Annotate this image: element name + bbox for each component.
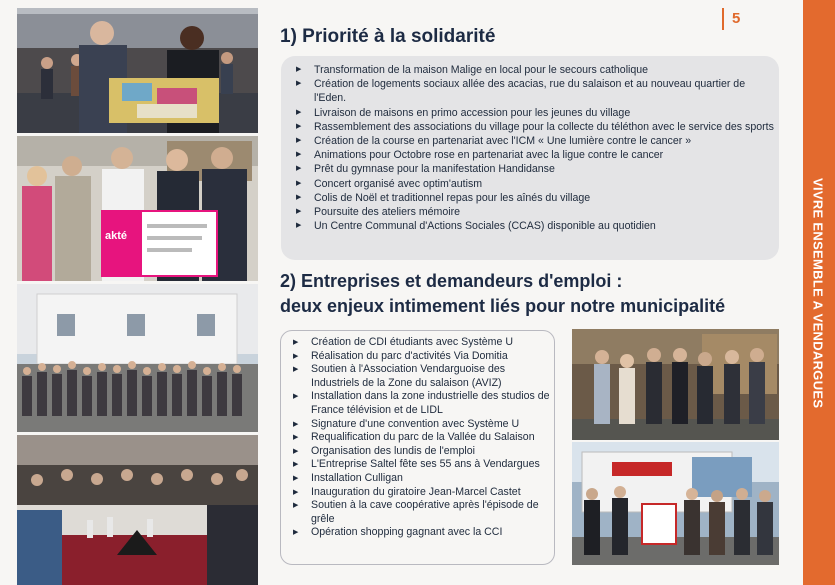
list-item: ▶ Réalisation du parc d'activités Via Domitia bbox=[291, 350, 553, 364]
list-item: ▶ Un Centre Communal d'Actions Sociales (CCAS) disponible au quotidien bbox=[294, 219, 774, 233]
photo-shopping-event bbox=[572, 442, 779, 565]
section1-list bbox=[294, 63, 774, 233]
cheque-brand-label: akté bbox=[105, 230, 128, 242]
list-item: ▶ Inauguration du giratoire Jean-Marcel Castet bbox=[291, 486, 553, 500]
list-item: ▶ Concert organisé avec optim'autism bbox=[294, 177, 774, 191]
list-item: ▶ Poursuite des ateliers mémoire bbox=[294, 205, 774, 219]
page-number: 5 bbox=[722, 8, 760, 30]
list-item: ▶ Installation Culligan bbox=[291, 472, 553, 486]
list-item: ▶ Soutien à la cave coopérative après l'épisode de grêle bbox=[291, 499, 553, 526]
list-item: ▶ Colis de Noël et traditionnel repas pour les aînés du village bbox=[294, 191, 774, 205]
list-item: ▶ Transformation de la maison Malige en local pour le secours catholique bbox=[294, 63, 774, 77]
list-item: ▶ Opération shopping gagnant avec la CCI bbox=[291, 526, 553, 540]
section2-list bbox=[291, 336, 553, 540]
photo-cheque-ceremony bbox=[17, 136, 258, 281]
photo-banquet bbox=[17, 435, 258, 585]
list-item: ▶ Création de la course en partenariat avec l'ICM « Une lumière contre le cancer » bbox=[294, 134, 774, 148]
photo-business-group bbox=[572, 329, 779, 440]
list-item: ▶ Prêt du gymnase pour la manifestation Handidanse bbox=[294, 162, 774, 176]
list-item: ▶ Livraison de maisons en primo accession pour les jeunes du village bbox=[294, 106, 774, 120]
list-item: ▶ Soutien à l'Association Vendarguoise des Industriels de la Zone du salaison (AVIZ) bbox=[291, 363, 553, 390]
section2-title-line1: 2) Entreprises et demandeurs d'emploi : bbox=[280, 271, 623, 291]
list-item: ▶ Signature d'une convention avec Système U bbox=[291, 418, 553, 432]
list-item: ▶ Animations pour Octobre rose en partenariat avec la ligue contre le cancer bbox=[294, 148, 774, 162]
list-item: ▶ Création de logements sociaux allée des acacias, rue du salaison et au nouveau quartier de l'Eden. bbox=[294, 77, 774, 105]
section1-title: 1) Priorité à la solidarité bbox=[280, 26, 496, 47]
list-item: ▶ Installation dans la zone industrielle des studios de France télévision et de LIDL bbox=[291, 390, 553, 417]
photo-group-outdoor bbox=[17, 284, 258, 432]
list-item: ▶ Rassemblement des associations du village pour la collecte du téléthon avec le service des sports bbox=[294, 120, 774, 134]
sidebar-title: VIVRE ENSEMBLE A VENDARGUES bbox=[810, 178, 826, 409]
section2-title-line2: deux enjeux intimement liés pour notre municipalité bbox=[280, 296, 726, 316]
list-item: ▶ Création de CDI étudiants avec Système U bbox=[291, 336, 553, 350]
list-item: ▶ Organisation des lundis de l'emploi bbox=[291, 445, 553, 459]
list-item: ▶ L'Entreprise Saltel fête ses 55 ans à Vendargues bbox=[291, 458, 553, 472]
list-item: ▶ Requalification du parc de la Vallée du Salaison bbox=[291, 431, 553, 445]
photo-handshake bbox=[17, 8, 258, 133]
